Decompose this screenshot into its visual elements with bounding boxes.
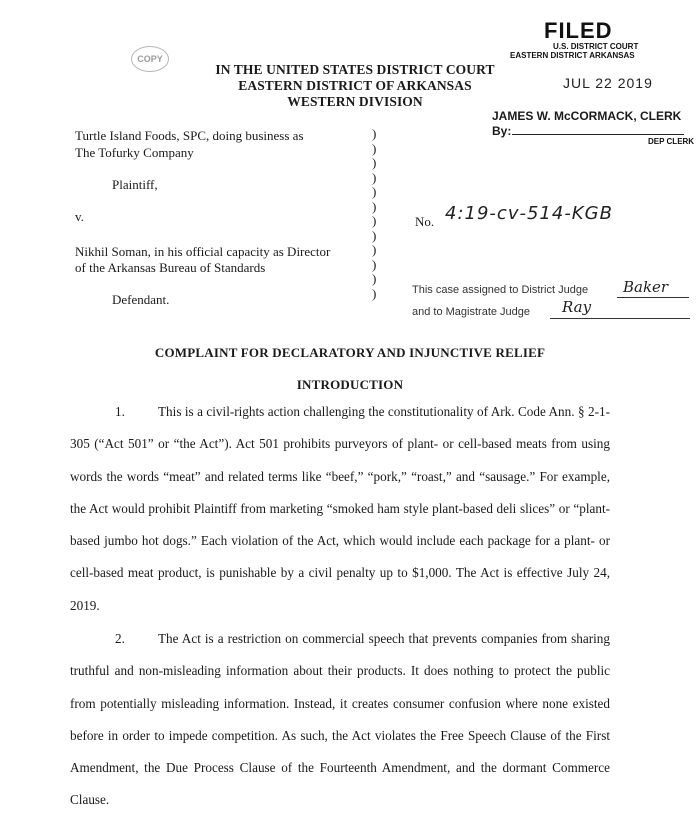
district-judge-line [617, 297, 689, 298]
versus: v. [75, 209, 84, 224]
filed-stamp-district: EASTERN DISTRICT ARKANSAS [510, 51, 635, 60]
case-number-label: No. [415, 214, 435, 229]
copy-stamp: COPY [131, 46, 169, 72]
section-heading: INTRODUCTION [296, 377, 404, 392]
plaintiff-role: Plaintiff, [112, 177, 158, 192]
filed-stamp-court: U.S. DISTRICT COURT [553, 42, 639, 51]
plaintiff-name-line-2: The Tofurky Company [75, 145, 194, 160]
court-district: EASTERN DISTRICT OF ARKANSAS [238, 78, 472, 93]
case-number: 4:19-cv-514-KGB [445, 203, 613, 224]
caption-parentheses: ) ) ) ) ) ) ) ) ) ) ) ) [372, 126, 377, 302]
clerk-signature-line [512, 134, 684, 135]
paragraph-text: This is a civil-rights action challenging the constitutionality of Ark. Code Ann. § 2-1-305 (“Act 501” or “the Act”). Act 501 prohibits purveyors of plant- or cell-based meats from using words the words “meat” and related terms like “beef,” “pork,” “roast,” and “sausage.” For example, the Act would prohibit Plaintiff from marketing “smoked ham style plant-based deli slices” or “plant-based jumbo hot dogs.” Each violation of the Act, which would include each package for a plant- or cell-based meat product, is punishable by a civil penalty up to $1,000. The Act is effective July 24, 2019. [70, 404, 610, 613]
defendant-name-line-1: Nikhil Soman, in his official capacity as Director [75, 244, 331, 259]
court-division: WESTERN DIVISION [287, 94, 423, 109]
magistrate-judge-signature: Ray [562, 298, 592, 316]
paragraph-number: 1. [115, 404, 125, 419]
district-judge-signature: Baker [623, 278, 669, 296]
plaintiff-name-line-1: Turtle Island Foods, SPC, doing business as [75, 128, 304, 143]
paragraph-text: The Act is a restriction on commercial speech that prevents companies from sharing truthful and non-misleading information about their products. It does nothing to protect the public from potentially misleading information. Instead, it creates consumer confusion where none existed before in order to impede competition. As such, the Act violates the Free Speech Clause of the First Amendment, the Due Process Clause of the Fourteenth Amendment, and the dormant Commerce Clause. [70, 631, 610, 808]
document-title: COMPLAINT FOR DECLARATORY AND INJUNCTIVE RELIEF [154, 345, 546, 360]
filed-stamp-title: FILED [544, 18, 613, 43]
defendant-role: Defendant. [112, 292, 170, 307]
magistrate-judge-line [550, 318, 690, 319]
clerk-name: JAMES W. McCORMACK, CLERK [492, 109, 682, 123]
court-name: IN THE UNITED STATES DISTRICT COURT [215, 62, 495, 77]
paragraph-1 [70, 396, 610, 622]
magistrate-judge-label: and to Magistrate Judge [412, 306, 531, 318]
defendant-name-line-2: of the Arkansas Bureau of Standards [75, 260, 266, 275]
paragraph-number: 2. [115, 631, 125, 646]
filed-date: JUL 22 2019 [563, 75, 653, 91]
paragraph-2 [70, 623, 610, 817]
district-judge-label: This case assigned to District Judge [412, 284, 589, 296]
dep-clerk-label: DEP CLERK [648, 137, 695, 146]
clerk-by-label: By: [492, 124, 512, 138]
